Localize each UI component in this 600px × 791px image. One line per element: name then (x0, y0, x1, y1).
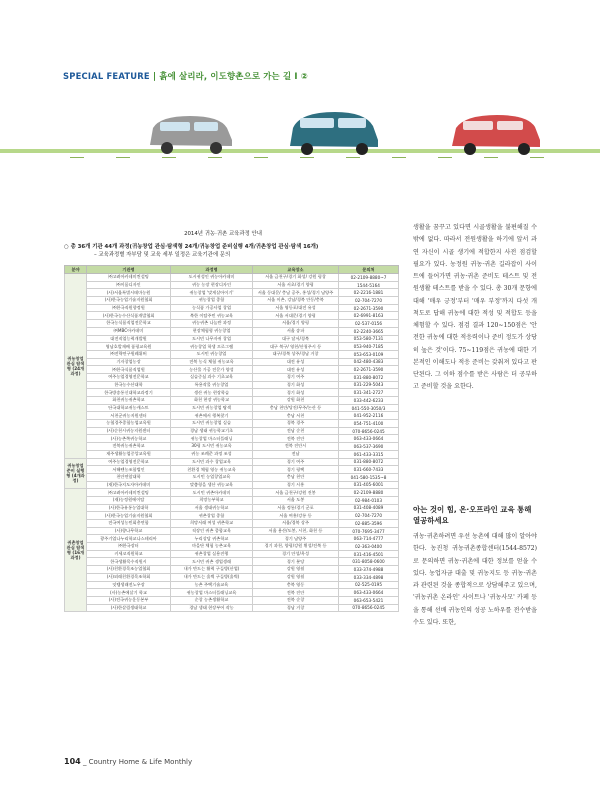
contact-cell: 033-374-4988 (339, 566, 399, 574)
location-cell: 경기 분당 (253, 558, 339, 566)
location-cell: 충남 서천 (253, 412, 339, 420)
location-cell: 서울 용산/도봉, 시천, 화천 등 (253, 527, 339, 535)
contact-cell: 061-433-3315 (339, 450, 399, 458)
section-heading: 아는 것이 힘, 온·오프라인 교육 통해 열공하세요 (413, 505, 532, 525)
table-row (65, 289, 399, 297)
course-cell: 도시민 농업창업교육 (171, 473, 253, 481)
table-row (65, 343, 399, 351)
table-row (65, 412, 399, 420)
institution-cell: 한국방송통신대학교과정기 (87, 389, 171, 397)
location-cell: 서울 송파 (253, 327, 339, 335)
course-cell: 특용작물 귀농창업 (171, 381, 253, 389)
institution-cell: 한국농수산대학 (87, 381, 171, 389)
institution-cell: 전북귀농귀촌학교 (87, 443, 171, 451)
course-cell: 귀농창업 종합 (171, 297, 253, 305)
table-row (65, 558, 399, 566)
table-row (65, 320, 399, 328)
contact-cell: 02-2671-3590 (339, 366, 399, 374)
location-cell: 서울 영등포/대전 유성 (253, 304, 339, 312)
course-cell: 누리상담 귀촌학교 (171, 535, 253, 543)
location-cell: 서울/경기 양평 (253, 320, 339, 328)
institution-cell: 서해뗀농조합법인 (87, 466, 171, 474)
table-row (65, 335, 399, 343)
body-text-top: 생활을 꿈꾸고 있다면 시골생활을 불편해질 수밖에 없다. 따라서 전원생활을 하기에 앞서 과연 자신이 시골 생기에 적합한지 사전 점검할 필요가 있다. 농정원 귀농·귀촌 길라잡이 사이트에 들어가면 귀농·귀촌 준비도 테스트 및 전원생활 테스트를 받을 수 있다. 총 30개 문항에 대해 '매우 긍정'부터 '매우 부정'까지 다섯 개 척도로 답해 귀농에 대한 적성 및 적합도 등을 체험할 수 있다. 점검 결과 120~150점은 '안전한 귀농에 대한 적응력이나 준비 정도가 상당히 높은 것'이다. 75~119점은 귀농에 대한 기본적인 이해도나 적응 준비는 갖춰져 있다고 판단된다. 그 이하 점수를 받은 사람은 더 공부하고 준비할 것을 요한다. (413, 224, 537, 391)
course-cell: 귀농창업 마스터플래닝교육 (171, 589, 253, 597)
table-row (65, 404, 399, 412)
table-row (65, 466, 399, 474)
contact-cell: 063-433-0664 (339, 589, 399, 597)
location-cell: 전북 진안시 (253, 443, 339, 451)
location-cell: 강원 영월 (253, 566, 339, 574)
institution-cell: ㈜한국식품직업원 (87, 366, 171, 374)
course-cell: 도시민 귀농창업 실습 (171, 420, 253, 428)
course-cell: 북한 이탈주민 귀농교육 (171, 312, 253, 320)
table-row (65, 566, 399, 574)
contact-cell: 054-751-4100 (339, 420, 399, 428)
location-cell: 대전 유성 (253, 358, 339, 366)
teal-car-icon (290, 112, 378, 155)
contact-cell: 031-405-6001 (339, 481, 399, 489)
course-cell: 친환경 체험 영농 귀농교육 (171, 466, 253, 474)
location-cell: 경기 평택 (253, 466, 339, 474)
contact-cell: 02-2671-3590 (339, 304, 399, 312)
institution-cell: ㈜한국장터 (87, 543, 171, 551)
location-cell: 전북 진안 (253, 435, 339, 443)
course-cell: 맞춤형을 생산 귀농교육 (171, 481, 253, 489)
contact-cell: 02-885-3596 (339, 520, 399, 528)
contact-cell: 031-341-2727 (339, 389, 399, 397)
course-cell: 농식품 가공사업 창업 (171, 304, 253, 312)
institution-cell: 농협경주종합농업교육원 (87, 420, 171, 428)
institution-cell: (재)한국지도자아카데미 (87, 481, 171, 489)
location-cell: 경기 남양주 (253, 535, 339, 543)
course-cell: 도시민 과수 창업교육 (171, 458, 253, 466)
course-cell: 실습중심 과수 기초교육 (171, 373, 253, 381)
course-cell: 도시민 귀농창업 (171, 350, 253, 358)
institution-cell: 단국대학교귀농캐스트 (87, 404, 171, 412)
table-row (65, 427, 399, 435)
location-cell: 강원 영월 (253, 573, 339, 581)
table-row (65, 573, 399, 581)
contact-cell: 031-660-7433 (339, 466, 399, 474)
contact-cell: 033-442-6233 (339, 397, 399, 405)
course-cell: 도시민 귀농창업 탐색 (171, 404, 253, 412)
contact-cell: 031-229-5043 (339, 381, 399, 389)
page-footer (64, 757, 192, 766)
table-row (65, 358, 399, 366)
table-row (65, 420, 399, 428)
course-cell: 순창 농촌생활학교 (171, 596, 253, 604)
category-cell: 귀촌창업 관심 탐색형 (16개 과정) (65, 489, 87, 612)
course-cell: 귀촌창업 실용진행 (171, 550, 253, 558)
table-row (65, 512, 399, 520)
institution-cell: (사)향나무학교 (87, 527, 171, 535)
table-row (65, 520, 399, 528)
table-title: 2014년 귀농·귀촌 교육과정 안내 (184, 231, 262, 237)
table-row (65, 373, 399, 381)
location-cell: 전남 순천 (253, 427, 339, 435)
table-row (65, 366, 399, 374)
table-row (65, 527, 399, 535)
course-cell: 귀농 조례준 과정 조성 (171, 450, 253, 458)
institution-cell: ㈜전략연구원레위버 (87, 350, 171, 358)
table-row (65, 274, 399, 282)
contact-cell: 053-940-7185 (339, 343, 399, 351)
table-header-row (65, 266, 399, 274)
header-institution: 기관명 (87, 266, 171, 274)
location-cell: 전북 순창 (253, 596, 339, 604)
location-cell: 서울 도봉 (253, 496, 339, 504)
institution-cell: (사)농촌에살기 학교 (87, 589, 171, 597)
course-cell: 도시민 귀촌아카데미 (171, 489, 253, 497)
contact-cell: 02-2109-8880 (339, 489, 399, 497)
location-cell: 대전 유성 (253, 366, 339, 374)
table-row (65, 450, 399, 458)
location-cell: 전북 진안 (253, 589, 339, 597)
location-cell: 서울 서대문/경기 양평 (253, 312, 339, 320)
magazine-name: _ Country Home & Life Monthly (82, 758, 193, 766)
location-cell: 서울 여흥/강릉 등 (253, 512, 339, 520)
body-text-bottom: 귀농·귀촌하려면 우선 농촌에 대해 많이 알아야 한다. 농진청 귀농귀촌종합센터(1544-8572)로 문의하면 귀농·귀촌에 대한 정보를 얻을 수 있다. 농업자금 대출 및 귀농지도 등 귀농·귀촌과 관련된 것을 종합적으로 상담해주고 있으며, '귀농귀촌 온라인' 사이트나 '귀농사모' 카페 등을 통해 선배 귀농인의 성공 노하우를 전수받을 수도 있다. 또한, (413, 533, 537, 626)
table-row (65, 596, 399, 604)
table-row (65, 381, 399, 389)
course-cell: 현장체험형 귀농창업 (171, 327, 253, 335)
table-row (65, 473, 399, 481)
table-row (65, 312, 399, 320)
table-row (65, 389, 399, 397)
location-cell: 서울 정롱/경기 군포 (253, 504, 339, 512)
institution-cell: 키세코직원학교 (87, 550, 171, 558)
institution-cell: 기자창업농장 (87, 358, 171, 366)
institution-cell: (사)전국귀농운동본부 (87, 596, 171, 604)
table-row (65, 496, 399, 504)
course-cell: 귀촌창업 종합 (171, 512, 253, 520)
course-cell: 귀농귀촌 나눔반 과정 (171, 320, 253, 328)
location-cell: 강원 화천 (253, 397, 339, 405)
institution-cell: 서천군귀농지원센터 (87, 412, 171, 420)
contact-cell: 1544-5164 (339, 281, 399, 289)
table-row (65, 581, 399, 589)
location-cell: 대구 북구/ 영천/산청주시 등 (253, 343, 339, 351)
location-cell: 서울 이촌, 강남/경북 안동/충북 (253, 297, 339, 305)
course-cell: 귀촌에서 행복찾기 (171, 412, 253, 420)
table-row (65, 458, 399, 466)
institution-cell: 영남호발재배 품평교육원 (87, 343, 171, 351)
institution-cell: 제주생활농업중앙교육원 (87, 450, 171, 458)
institution-cell: 여주농업경영전문학교 (87, 373, 171, 381)
course-cell: 전북 농식 체험 귀농교육 (171, 358, 253, 366)
table-row (65, 550, 399, 558)
table-row (65, 489, 399, 497)
table-row (65, 481, 399, 489)
institution-cell: (재)농정원에이탈 (87, 496, 171, 504)
location-cell: 경남 거창 (253, 604, 339, 612)
location-cell: 충북 영동 (253, 581, 339, 589)
contact-cell: 041-580-1535~8 (339, 473, 399, 481)
course-cell: 경남 생태 귀농학교기초 (171, 427, 253, 435)
contact-cell: 063-433-0664 (339, 435, 399, 443)
contact-cell: 02-6991-8163 (339, 312, 399, 320)
location-cell: 경기 시흥 (253, 481, 339, 489)
institution-cell: 화천귀농귀촌학교 (87, 397, 171, 405)
institution-cell: (사)한국농업기술지원협회 (87, 512, 171, 520)
institution-cell: 전국여성농민회총연합 (87, 520, 171, 528)
location-cell: 충남 천안/당진/무주/논산 등 (253, 404, 339, 412)
header-illustration (0, 0, 600, 170)
contact-cell: 031-408-4089 (339, 504, 399, 512)
contact-cell: 041-550-3050/3 (339, 404, 399, 412)
location-cell: 전남 (253, 450, 339, 458)
table-row (65, 350, 399, 358)
contact-cell: 02-2216-1881 (339, 289, 399, 297)
course-cell: 농촌 주택기술교육 (171, 581, 253, 589)
institution-cell: (사)농촌쪽귀농학교 (87, 435, 171, 443)
course-cell: 내가 만드는 활력 구들방(산업) (171, 566, 253, 574)
course-cell: 도시민 나무자귀 창업 (171, 335, 253, 343)
contact-cell: 031-416-4501 (339, 550, 399, 558)
contact-cell: 02-2240-3665 (339, 327, 399, 335)
contact-cell: 031-880-8072 (339, 458, 399, 466)
contact-cell: 02-525-0195 (339, 581, 399, 589)
location-cell: 경기 화성 (253, 389, 339, 397)
institution-cell: (사)한국농수산식품개발협회 (87, 312, 171, 320)
contact-cell: 031-8058-0600 (339, 558, 399, 566)
feature-label: SPECIAL FEATURE (63, 71, 150, 81)
contact-cell: 070-8656-0245 (339, 427, 399, 435)
table-row (65, 443, 399, 451)
category-cell: 귀농창업 준비 실행형 (4개과정) (65, 458, 87, 489)
course-cell: 귀농 농장 현장디자인 (171, 281, 253, 289)
contact-cell: 070-7695-3477 (339, 527, 399, 535)
course-cell: 귀농창업 마스터플래닝 (171, 435, 253, 443)
location-cell: 경기 여주 (253, 458, 339, 466)
header-location: 교육장소 (253, 266, 339, 274)
institution-cell: (사)한살림생태학교 (87, 604, 171, 612)
header-category: 분야 (65, 266, 87, 274)
contact-cell: 033-334-4898 (339, 573, 399, 581)
course-cell: 귀농창업 '맞게살아이기' (171, 289, 253, 297)
contact-cell: 063-714-4777 (339, 535, 399, 543)
institution-cell: (사)순천시귀농지원센터 (87, 427, 171, 435)
table-row (65, 281, 399, 289)
course-cell: 도시귀성인 귀농아카데미 (171, 274, 253, 282)
institution-cell: ㈜MBC아카데미 (87, 327, 171, 335)
header-course: 과정명 (171, 266, 253, 274)
institution-cell: ㈜한국직원향정원 (87, 304, 171, 312)
institution-cell: (사)친환경목조농업협회 (87, 566, 171, 574)
table-row (65, 435, 399, 443)
course-cell: 30평 도시민 귀농교육 (171, 443, 253, 451)
table-row (65, 543, 399, 551)
location-cell: 경기 안성/옥성 (253, 550, 339, 558)
table-row (65, 535, 399, 543)
course-cell: 내가 만드는 흙벽 구들방(흙벽) (171, 573, 253, 581)
gray-car-icon (150, 116, 232, 154)
course-cell: 도시민 귀촌 생업생래 (171, 558, 253, 566)
contact-cell: 02-984-0103 (339, 496, 399, 504)
course-cell: 경남 생태 현장부어 작농 (171, 604, 253, 612)
table-row (65, 604, 399, 612)
contact-cell: 063-537-3690 (339, 443, 399, 451)
location-cell: 경북 경주 (253, 420, 339, 428)
contact-cell: 02-2109-8880~7 (339, 274, 399, 282)
institution-cell: 대전직업능력개발원 (87, 335, 171, 343)
institution-cell: 여주농업경영전문학교 (87, 458, 171, 466)
course-cell: 직장인 귀촌 종합교육 (171, 527, 253, 535)
table-row (65, 304, 399, 312)
course-cell: 희망서래 여성 귀촌학교 (171, 520, 253, 528)
header-contact: 문의처 (339, 266, 399, 274)
table-row (65, 397, 399, 405)
institution-cell: ㈜고려아카데미컨설팅 (87, 489, 171, 497)
table-row (65, 504, 399, 512)
contact-cell: 053-580-7131 (339, 335, 399, 343)
location-cell: 경기 여주 (253, 373, 339, 381)
page-number: 104 (64, 757, 81, 766)
contact-cell: 02-537-0156 (339, 320, 399, 328)
institution-cell: 한국생활목수직원시 (87, 558, 171, 566)
course-cell: 마을단 체험 농촌교육 (171, 543, 253, 551)
contact-cell: 02-704-7270 (339, 297, 399, 305)
location-cell: 경기 화성 (253, 381, 339, 389)
contact-cell: 063-653-5421 (339, 596, 399, 604)
feature-subtitle: | 흙에 살리라, 이도향촌으로 가는 길 Ⅰ ② (152, 71, 309, 81)
contact-cell: 031-880-8072 (339, 373, 399, 381)
contact-cell: 042-480-4383 (339, 358, 399, 366)
location-cell: 대구 달서/경북 (253, 335, 339, 343)
institution-cell: (사)한국농업기술지원협회 (87, 297, 171, 305)
location-cell: 서울 동대문/ 충남 공주, 홍성/경기 남양주 (253, 289, 339, 297)
location-cell: 충남 천안 (253, 473, 339, 481)
contact-cell: 070-8656-0245 (339, 604, 399, 612)
institution-cell: 잇템생래전노우장 (87, 581, 171, 589)
course-cell: 희망농부학교 (171, 496, 253, 504)
contact-cell: 02-704-7270 (339, 512, 399, 520)
course-cell: 생산 귀농 현장학습 (171, 389, 253, 397)
institution-cell: 천안연암대학 (87, 473, 171, 481)
category-cell: 귀농창업 관심 탐색형 (24개과정) (65, 274, 87, 459)
location-cell: 서울/경북 상주 (253, 520, 339, 528)
table-row (65, 589, 399, 597)
institution-cell: 광주기업나누리학교나스테리아 (87, 535, 171, 543)
table-row (65, 327, 399, 335)
course-cell: 화천 현장 귀농학교 (171, 397, 253, 405)
location-cell: 대구/경북 상주/경남 거창 (253, 350, 339, 358)
table-row (65, 297, 399, 305)
location-cell: 경기 과천, 양평/강원 횡성/전북 등 (253, 543, 339, 551)
contact-cell: 02-363-0400 (339, 543, 399, 551)
location-cell: 서울 서초/경기 양평 (253, 281, 339, 289)
course-cell: 서울 생태귀농학교 (171, 504, 253, 512)
location-cell: 서울 금천구/경기 화성/ 강원 평창 (253, 274, 339, 282)
institution-cell: 한국농식품직업전문학교 (87, 320, 171, 328)
cars-illustration (0, 0, 600, 170)
note-line-1: ○ 총 36개 기관 44개 과정(귀농창업 관심·탐색형 24개/귀농창업 준비실행 4개/귀촌창업 관심·탐색 16개) (64, 244, 319, 250)
institution-cell: ㈜이룸디자인 (87, 281, 171, 289)
contact-cell: 041-952-2116 (339, 412, 399, 420)
note-line-2: – 교육과정별 자부담 및 교육 세부 일정은 교육기관에 문의 (94, 252, 231, 258)
course-cell: 귀농창업 학생 프로그램 (171, 343, 253, 351)
course-cell: 농산물 가공 전문가 양성 (171, 366, 253, 374)
contact-cell: 053-653-0109 (339, 350, 399, 358)
course-summary-note (64, 243, 394, 259)
location-cell: 서울 금천구/강원 진봉 (253, 489, 339, 497)
institution-cell: (사)서울특별시테마농원 (87, 289, 171, 297)
course-table (64, 265, 399, 612)
institution-cell: (사)외래친환경목조학회 (87, 573, 171, 581)
institution-cell: (사)한국유통농업대학 (87, 504, 171, 512)
institution-cell: ㈜고려아카데미컨설팅 (87, 274, 171, 282)
